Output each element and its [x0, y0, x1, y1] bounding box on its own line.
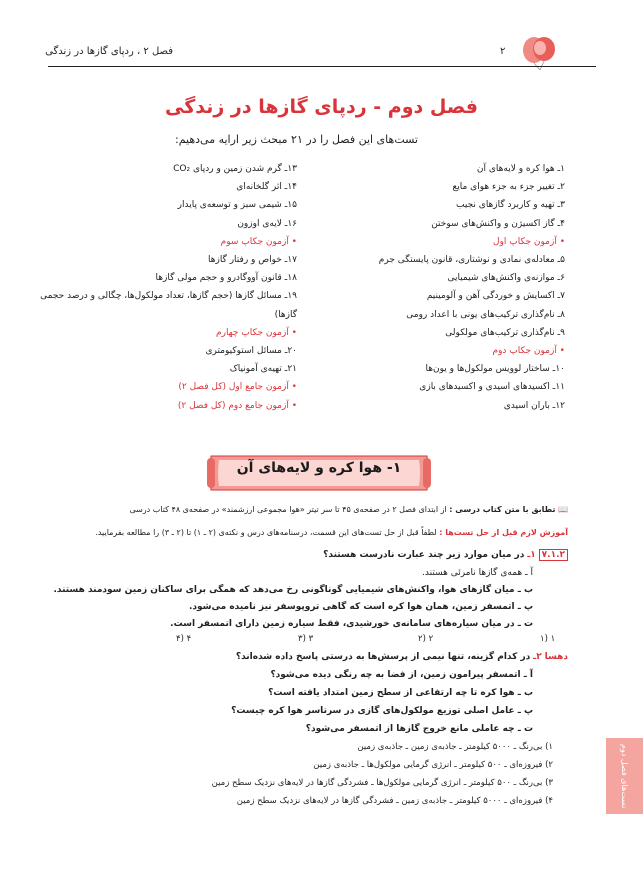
answer-option[interactable]: ۱) ۱: [540, 634, 556, 644]
info-text: از ابتدای فصل ۲ در صفحه‌ی ۴۵ تا سر تیتر «هوا مجموعی ارزشمند» در صفحه‌ی ۴۸ کتاب درسی: [129, 505, 447, 514]
question-text: در میان موارد زیر چند عبارت نادرست هستند؟: [323, 550, 525, 560]
prerequisite-note: [95, 528, 568, 537]
toc-item: ۱۷ـ خواص و رفتار گازها: [207, 255, 297, 266]
question-tag: ۷.۱.۲: [539, 549, 568, 561]
page-number: ۲: [500, 46, 506, 57]
toc-item: ۲۰ـ مسائل استوکیومتری: [205, 346, 297, 357]
question-1-stem: [323, 550, 568, 560]
running-header-title: فصل ۲ ، ردپای گازها در زندگی: [45, 46, 173, 57]
chapter-title: فصل دوم - ردپای گازها در زندگی: [165, 96, 478, 118]
toc-item-checkup: • آزمون جکاپ چهارم: [216, 327, 297, 338]
question-2-stem: [236, 652, 568, 662]
answer-option[interactable]: ۳) ۳: [298, 634, 314, 644]
book-icon: 📖: [555, 505, 568, 514]
toc-right-column: [295, 160, 565, 415]
toc-item: ۶ـ موازنه‌ی واکنش‌های شیمیایی: [447, 273, 565, 284]
answer-option[interactable]: ۴) ۴: [176, 634, 192, 644]
question-number: ۲ـ: [533, 652, 542, 662]
info-label: تطابق با متن کتاب درسی :: [449, 505, 556, 514]
statement: ب ـ هوا کره تا چه ارتفاعی از سطح زمین امتداد یافته است؟: [268, 688, 533, 698]
statement: ب ـ میان گازهای هوا، واکنش‌های شیمیایی گوناگونی رخ می‌دهد که همگی برای ساکنان زمین سودمند هستند.: [53, 585, 533, 595]
statement: پ ـ عامل اصلی توزیع مولکول‌های گازی در سرتاسر هوا کره چیست؟: [231, 706, 533, 716]
answer-option[interactable]: ۳) بی‌رنگ ـ ۵۰۰ کیلومتر ـ انرژی گرمایی مولکول‌ها ـ فشردگی گازها در لایه‌های نزدیک سطح زمین: [211, 778, 553, 788]
toc-item: ۱۵ـ شیمی سبز و توسعه‌ی پایدار: [177, 200, 297, 211]
statement: آ ـ همه‌ی گازها نامرئی هستند.: [422, 568, 533, 578]
toc-item: ۵ـ معادله‌ی نمادی و نوشتاری، قانون پایستگی جرم: [378, 255, 565, 266]
toc-item: ۲ـ تغییر جزء به جزء هوای مایع: [452, 182, 565, 193]
answer-option[interactable]: ۱) بی‌رنگ ـ ۵۰۰۰ کیلومتر ـ جاذبه‌ی زمین ـ جاذبه‌ی زمین: [357, 742, 553, 752]
answer-option[interactable]: ۴) فیروزه‌ای ـ ۵۰۰۰ کیلومتر ـ جاذبه‌ی زمین ـ فشردگی گازها در لایه‌های نزدیک سطح زمین: [236, 796, 553, 806]
question-number: ۱ـ: [527, 550, 536, 560]
statement: آ ـ اتمسفر پیرامون زمین، از فضا به چه رنگی دیده می‌شود؟: [270, 670, 533, 680]
info-label: آموزش لازم قبل از حل تست‌ها :: [439, 528, 568, 537]
answer-option[interactable]: ۲) فیروزه‌ای ـ ۵۰۰ کیلومتر ـ انرژی گرمایی مولکول‌ها ـ جاذبه‌ی زمین: [313, 760, 553, 770]
balloons-logo-icon: [520, 36, 560, 70]
toc-item: ۲۱ـ تهیه‌ی آمونیاک: [229, 364, 297, 375]
toc-left-column: [37, 160, 297, 415]
toc-item: ۱۴ـ اثر گلخانه‌ای: [236, 182, 297, 193]
toc-item: ۱۹ـ مسائل گازها (حجم گازها، تعداد مولکول‌ها، چگالی و درصد حجمی گازها): [40, 291, 297, 320]
toc-item: ۱۲ـ باران اسیدی: [503, 400, 565, 411]
toc-item-checkup: • آزمون جکاپ اول: [493, 236, 565, 247]
toc-item: ۳ـ تهیه و کاربرد گازهای نجیب: [456, 200, 565, 211]
section-title: ۱- هوا کره و لایه‌های آن: [236, 460, 402, 476]
toc-item: ۱۶ـ لایه‌ی اوزون: [237, 218, 297, 229]
question-text: در کدام گزینه، تنها نیمی از پرسش‌ها به درستی پاسخ داده شده‌اند؟: [235, 652, 531, 662]
info-text: لطفاً قبل از حل تست‌های این قسمت، درسنامه‌های درس و نکته‌ی (۲ ـ ۱) تا (۲ ـ ۳) را مطالعه بفرمایید.: [95, 528, 437, 537]
toc-item: ۷ـ اکسایش و خوردگی آهن و آلومینیم: [426, 291, 565, 302]
toc-item: ۴ـ گاز اکسیژن و واکنش‌های سوختن: [431, 218, 565, 229]
toc-item: ۹ـ نام‌گذاری ترکیب‌های مولکولی: [445, 327, 565, 338]
statement: پ ـ اتمسفر زمین، همان هوا کره است که گاهی تروپوسفر نیز نامیده می‌شود.: [189, 602, 533, 612]
toc-item: ۸ـ نام‌گذاری ترکیب‌های یونی با اعداد رومی: [406, 309, 565, 320]
toc-item-checkup: • آزمون جکاپ دوم: [492, 346, 565, 357]
chapter-intro: تست‌های این فصل را در ۲۱ مبحث زیر ارایه می‌دهیم:: [175, 133, 418, 146]
toc-item: ۱۸ـ قانون آووگادرو و حجم مولی گازها: [155, 273, 297, 284]
toc-item: ۱۳ـ گرم شدن زمین و ردپای CO₂: [173, 164, 297, 174]
toc-item: ۱۰ـ ساختار لوویس مولکول‌ها و یون‌ها: [425, 364, 565, 375]
statement: ت ـ چه عاملی مانع خروج گازها از اتمسفر می‌شود؟: [305, 724, 533, 734]
side-tab-label: تست‌های فصل دوم: [620, 743, 629, 809]
toc-item: ۱ـ هوا کره و لایه‌های آن: [476, 164, 565, 174]
toc-item-exam: • آزمون جامع اول (کل فصل ۲): [178, 382, 297, 393]
toc-item-exam: • آزمون جامع دوم (کل فصل ۲): [177, 400, 297, 411]
header-rule: [48, 66, 596, 67]
toc-item-checkup: • آزمون جکاپ سوم: [220, 236, 297, 247]
answer-option[interactable]: ۲) ۲: [418, 634, 434, 644]
statement: ت ـ در میان سیاره‌های سامانه‌ی خورشیدی، فقط سیاره زمین دارای اتمسفر است.: [170, 619, 533, 629]
question-tag: دهسا: [544, 652, 568, 662]
toc-item: ۱۱ـ اکسیدهای اسیدی و اکسیدهای بازی: [419, 382, 565, 393]
textbook-reference: [129, 505, 568, 514]
